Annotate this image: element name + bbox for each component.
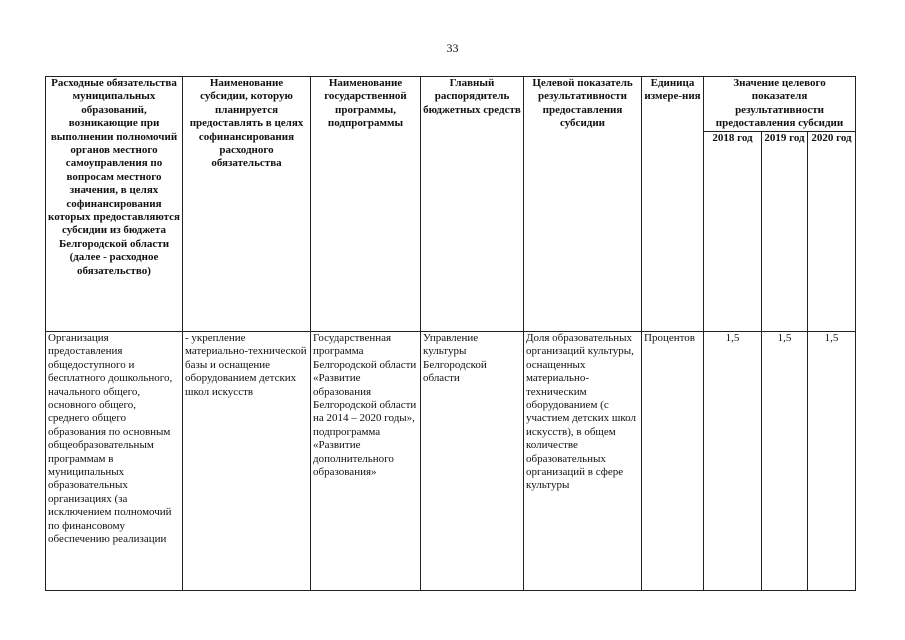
cell-unit: Процентов	[642, 332, 704, 591]
header-target-indicator: Целевой показатель результативности предоставления субсидии	[524, 77, 642, 332]
header-unit: Единица измере-ния	[642, 77, 704, 332]
cell-administrator: Управление культуры Белгородской области	[421, 332, 524, 591]
cell-value-2018: 1,5	[704, 332, 762, 591]
header-budget-administrator: Главный распорядитель бюджетных средств	[421, 77, 524, 332]
cell-indicator: Доля образовательных организаций культуры, оснащенных материально-техническим оборудованием (с участием детских школ искусств), в общем количестве образовательных организаций в сфере культуры	[524, 332, 642, 591]
header-year-2020: 2020 год	[808, 131, 856, 331]
header-expenditure-obligations: Расходные обязательства муниципальных образований, возникающие при выполнении полномочий органов местного самоуправления по вопросам местного значения, в целях софинансирования которых предоставляются субсидии из бюджета Белгородской области (далее - расходное обязательство)	[46, 77, 183, 332]
cell-value-2019: 1,5	[762, 332, 808, 591]
table-row	[46, 332, 856, 591]
header-program-name: Наименование государственной программы, подпрограммы	[311, 77, 421, 332]
header-year-2019: 2019 год	[762, 131, 808, 331]
cell-program: Государственная программа Белгородской области «Развитие образования Белгородской области на 2014 – 2020 годы», подпрограмма «Развитие дополнительного образования»	[311, 332, 421, 591]
cell-subsidy: - укрепление материально-технической базы и оснащение оборудованием детских школ искусств	[183, 332, 311, 591]
cell-value-2020: 1,5	[808, 332, 856, 591]
page-number: 33	[446, 41, 459, 55]
header-row	[46, 77, 856, 132]
header-subsidy-name: Наименование субсидии, которую планируется предоставлять в целях софинансирования расходного обязательства	[183, 77, 311, 332]
header-year-2018: 2018 год	[704, 131, 762, 331]
subsidy-table	[45, 76, 856, 591]
header-target-value: Значение целевого показателя результативности предоставления субсидии	[704, 77, 856, 132]
cell-obligation: Организация предоставления общедоступного и бесплатного дошкольного, начального общего, основного общего, среднего общего образования по основным общеобразовательным программам в муниципальных образовательных организациях (за исключением полномочий по финансовому обеспечению реализации	[46, 332, 183, 591]
